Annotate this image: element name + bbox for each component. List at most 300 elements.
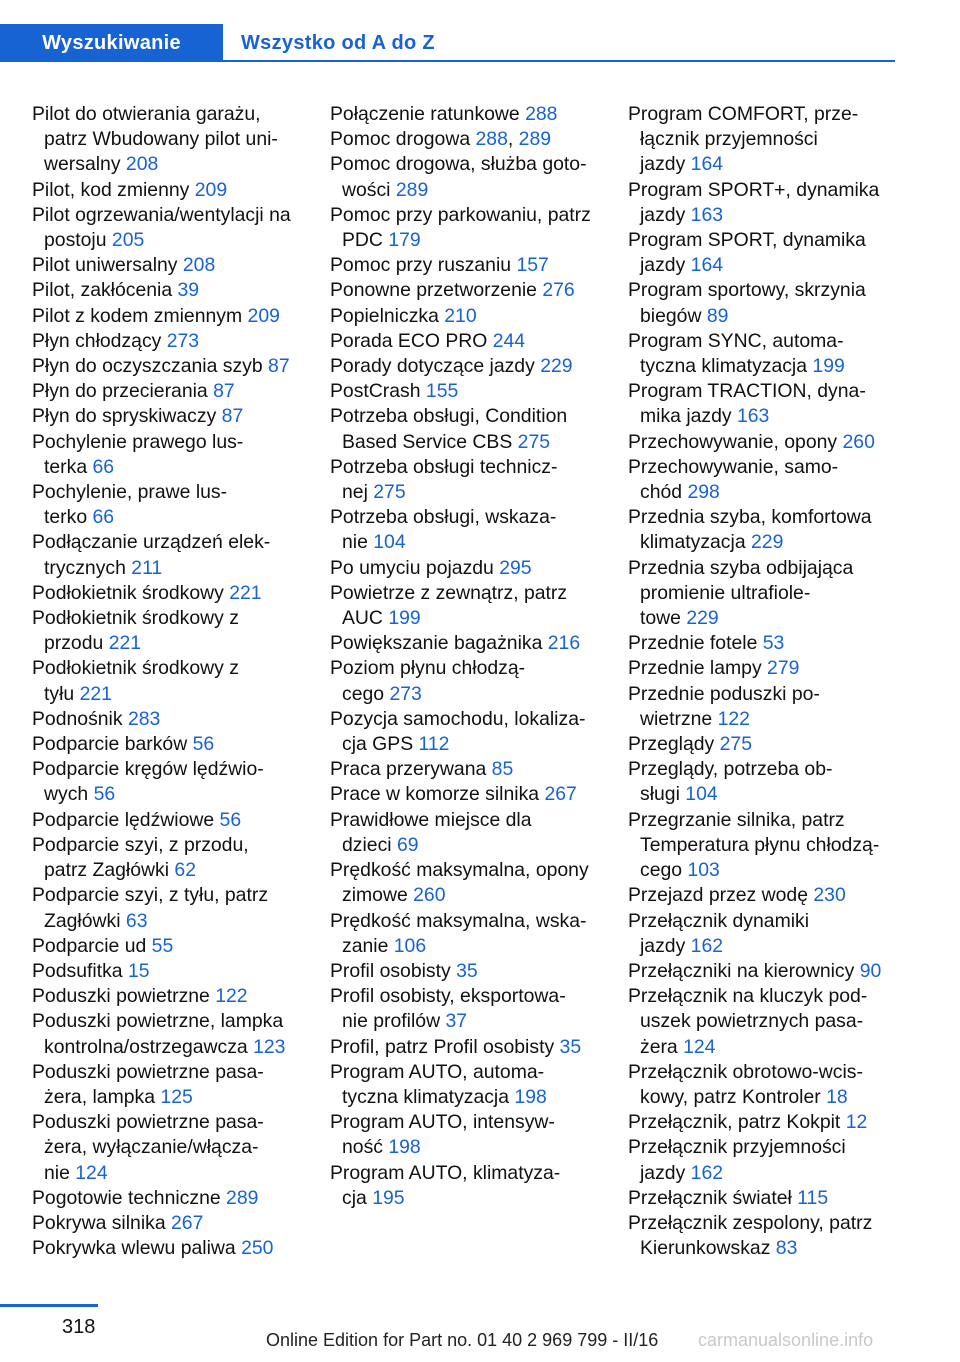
- index-entry: [330, 782, 620, 807]
- index-entry-text: tyczna klimatyzacja: [640, 355, 813, 378]
- page-link[interactable]: 210: [444, 304, 477, 327]
- index-entry-text: Program SYNC, automa-: [628, 329, 844, 352]
- index-entry-text: Po umyciu pojazdu: [330, 556, 500, 579]
- index-entry-text: trycznych: [44, 556, 132, 579]
- index-entry: [628, 1186, 918, 1211]
- index-entry: [32, 178, 322, 203]
- page-link[interactable]: 18: [826, 1085, 848, 1108]
- index-entry: [32, 707, 322, 732]
- index-entry: [32, 480, 322, 530]
- index-entry-text: Przechowywanie, samo-: [628, 455, 839, 478]
- page-link[interactable]: 115: [797, 1186, 829, 1209]
- index-entry: [330, 278, 620, 303]
- index-entry: [330, 1060, 620, 1110]
- index-entry-text: wości: [342, 178, 396, 201]
- index-entry: [628, 556, 918, 632]
- page-link[interactable]: 104: [685, 783, 718, 806]
- page-link[interactable]: 260: [842, 430, 875, 453]
- index-entry: [628, 379, 918, 429]
- index-entry-text: Przednia szyba odbijająca: [628, 556, 854, 579]
- index-entry-text: Program SPORT+, dynamika: [628, 178, 880, 201]
- page-link[interactable]: 163: [736, 405, 770, 428]
- index-entry: [32, 1110, 322, 1186]
- index-entry: [628, 959, 918, 984]
- index-entry-text: Przełącznik przyjemności: [628, 1136, 846, 1159]
- page-link[interactable]: 288: [475, 128, 508, 151]
- index-entry: [330, 808, 620, 858]
- index-entry-text: wych: [44, 783, 94, 806]
- index-entry-text: Program TRACTION, dyna-: [628, 380, 866, 403]
- index-entry: [628, 984, 918, 1060]
- index-entry: [32, 1009, 322, 1059]
- index-column-2: [330, 102, 620, 1211]
- page-link[interactable]: 122: [215, 985, 248, 1008]
- index-entry-text: Potrzeba obsługi technicz-: [330, 455, 558, 478]
- page-link[interactable]: 15: [127, 959, 150, 982]
- page-link[interactable]: 55: [151, 934, 174, 957]
- index-entry-text: Podparcie szyi, z tyłu, patrz: [32, 884, 269, 907]
- index-entry-text: Pilot do otwierania garażu,: [32, 103, 261, 125]
- index-entry-text: żera: [640, 1035, 684, 1058]
- index-entry: [628, 909, 918, 959]
- index-entry: [330, 581, 620, 631]
- index-entry-text: Przełącznik świateł: [628, 1186, 798, 1209]
- index-entry-text: Porada ECO PRO: [330, 329, 493, 352]
- page-link[interactable]: 289: [518, 128, 552, 151]
- index-entry: [330, 102, 620, 127]
- index-entry: [330, 984, 620, 1034]
- index-entry-text: Podnośnik: [32, 707, 128, 730]
- index-entry: [32, 1211, 322, 1236]
- page-link[interactable]: 221: [79, 682, 112, 705]
- index-entry-text: Powiększanie bagażnika: [330, 632, 548, 655]
- page-link[interactable]: 90: [859, 959, 882, 982]
- index-entry-text: Profil osobisty, eksportowa-: [330, 985, 566, 1008]
- footer-rule: [0, 1304, 98, 1307]
- page-link[interactable]: 289: [226, 1186, 259, 1209]
- index-entry: [32, 959, 322, 984]
- index-entry-text: nie: [342, 531, 374, 554]
- index-entry-text: Pomoc drogowa: [330, 128, 476, 151]
- page-link[interactable]: 124: [75, 1161, 108, 1184]
- index-entry-text: kowy, patrz Kontroler: [640, 1085, 827, 1108]
- index-entry: [32, 304, 322, 329]
- page-link[interactable]: 155: [425, 380, 459, 403]
- index-entry-text: Pochylenie, prawe lus-: [32, 481, 228, 504]
- index-entry-text: Porady dotyczące jazdy: [330, 355, 541, 378]
- page-link[interactable]: 83: [775, 1237, 798, 1260]
- index-entry: [330, 556, 620, 581]
- page-link[interactable]: 275: [517, 430, 551, 453]
- index-entry-text: Podparcie szyi, z przodu,: [32, 833, 249, 856]
- page-link[interactable]: 179: [388, 229, 421, 252]
- page-link[interactable]: 162: [690, 934, 724, 957]
- page-link[interactable]: 85: [491, 758, 514, 781]
- index-entry: [628, 1211, 918, 1261]
- index-entry-text: Based Service CBS: [342, 430, 518, 453]
- index-entry-text: biegów: [640, 304, 707, 327]
- page-link[interactable]: 229: [686, 607, 719, 630]
- index-entry: [628, 631, 918, 656]
- page-link[interactable]: 62: [174, 859, 196, 882]
- index-entry-text: patrz Zagłówki: [44, 859, 175, 882]
- index-entry: [32, 833, 322, 883]
- page-link[interactable]: 221: [229, 581, 262, 604]
- index-entry: [32, 1236, 322, 1261]
- page-link[interactable]: 288: [525, 103, 558, 125]
- index-entry-text: uszek powietrznych pasa-: [640, 1010, 864, 1033]
- index-entry-text: Podparcie lędźwiowe: [32, 808, 220, 831]
- index-entry-text: Przeglądy: [628, 733, 720, 756]
- index-entry: [628, 178, 918, 228]
- page-link[interactable]: 275: [373, 481, 406, 504]
- index-entry-text: Przeglądy, potrzeba ob-: [628, 758, 833, 781]
- index-entry: [628, 1135, 918, 1185]
- page-link[interactable]: 63: [125, 909, 148, 932]
- page-link[interactable]: 157: [516, 254, 549, 277]
- index-entry: [32, 379, 322, 404]
- index-entry: [628, 228, 918, 278]
- index-entry: [32, 203, 322, 253]
- page-link[interactable]: 56: [192, 733, 215, 756]
- index-entry: [330, 909, 620, 959]
- page-link[interactable]: 198: [388, 1136, 421, 1159]
- page-link[interactable]: 208: [182, 254, 216, 277]
- index-entry-text: Podłączanie urządzeń elek-: [32, 531, 271, 554]
- index-entry: [330, 1161, 620, 1211]
- index-entry-text: Profil, patrz Profil osobisty: [330, 1035, 560, 1058]
- page-link[interactable]: 56: [93, 783, 116, 806]
- index-entry: [32, 808, 322, 833]
- index-entry-text: Płyn do przecierania: [32, 380, 214, 403]
- index-entry-text: cja: [342, 1186, 373, 1209]
- index-entry-text: terko: [44, 506, 93, 529]
- index-entry-text: Przednie lampy: [628, 657, 768, 680]
- page-link[interactable]: 124: [683, 1035, 716, 1058]
- page-link[interactable]: 221: [108, 632, 142, 655]
- index-entry-text: Podparcie ud: [32, 934, 152, 957]
- index-entry-text: Pozycja samochodu, lokaliza-: [330, 707, 586, 730]
- index-entry-text: Przejazd przez wodę: [628, 884, 814, 907]
- index-entry-text: Pomoc przy parkowaniu, patrz: [330, 203, 591, 226]
- index-entry: [32, 102, 322, 178]
- index-entry-text: Przechowywanie, opony: [628, 430, 843, 453]
- index-entry: [32, 278, 322, 303]
- tab-wszystko-od-a-do-z[interactable]: Wszystko od A do Z: [241, 32, 435, 54]
- index-entry-text: zimowe: [342, 884, 414, 907]
- index-entry-text: żera, lampka: [44, 1085, 161, 1108]
- index-entry: [628, 732, 918, 757]
- page-link[interactable]: 87: [213, 380, 235, 403]
- page-link[interactable]: 275: [719, 733, 752, 756]
- page-link[interactable]: 211: [131, 556, 163, 579]
- index-entry: [330, 858, 620, 908]
- index-entry-text: PostCrash: [330, 380, 426, 403]
- index-entry-text: sługi: [640, 783, 686, 806]
- page-link[interactable]: 216: [547, 632, 581, 655]
- index-entry-text: Profil osobisty: [330, 959, 457, 982]
- index-entry-text: Pogotowie techniczne: [32, 1186, 227, 1209]
- index-entry-text: Prędkość maksymalna, wska-: [330, 909, 587, 932]
- index-entry-text: Zagłówki: [44, 909, 126, 932]
- index-entry: [628, 883, 918, 908]
- page-link[interactable]: 267: [171, 1211, 204, 1234]
- index-column-3: [628, 102, 918, 1261]
- page-link[interactable]: 66: [92, 506, 115, 529]
- page-link[interactable]: 230: [813, 884, 846, 907]
- index-entry: [628, 455, 918, 505]
- index-entry: [330, 329, 620, 354]
- index-entry-text: Poduszki powietrzne, lampka: [32, 1010, 284, 1033]
- index-entry-text: Temperatura płynu chłodzą-: [640, 833, 880, 856]
- index-entry: [330, 631, 620, 656]
- index-entry-text: Poduszki powietrzne pasa-: [32, 1060, 264, 1083]
- page-link[interactable]: 87: [268, 355, 290, 378]
- index-entry-text: postoju: [44, 229, 112, 252]
- index-entry-text: Poduszki powietrzne pasa-: [32, 1111, 264, 1134]
- index-entry-text: Popielniczka: [330, 304, 445, 327]
- page-link[interactable]: 122: [717, 707, 750, 730]
- index-entry: [330, 152, 620, 202]
- index-entry: [628, 1060, 918, 1110]
- page-link[interactable]: 106: [393, 934, 427, 957]
- index-entry: [330, 354, 620, 379]
- index-entry-text: chód: [640, 481, 688, 504]
- index-entry: [32, 883, 322, 933]
- page-link[interactable]: 87: [221, 405, 244, 428]
- index-entry-text: Pilot, kod zmienny: [32, 178, 195, 201]
- index-column-1: [32, 102, 322, 1261]
- page-link[interactable]: 195: [372, 1186, 405, 1209]
- index-entry-text: tyczna klimatyzacja: [342, 1085, 515, 1108]
- page-number: 318: [62, 1316, 96, 1338]
- header-tabs: [0, 24, 895, 62]
- index-entry-text: Powietrze z zewnątrz, patrz: [330, 581, 568, 604]
- index-entry: [628, 430, 918, 455]
- page-link[interactable]: 123: [253, 1035, 286, 1058]
- index-entry-text: żera, wyłączanie/włącza-: [44, 1136, 259, 1159]
- index-entry: [32, 732, 322, 757]
- page-link[interactable]: 39: [177, 279, 200, 302]
- index-entry-text: Pilot uniwersalny: [32, 254, 183, 277]
- page-link[interactable]: 56: [219, 808, 242, 831]
- index-entry-text: nie: [44, 1161, 76, 1184]
- index-entry-text: Przełącznik dynamiki: [628, 909, 810, 932]
- page-link[interactable]: 53: [762, 632, 785, 655]
- index-entry-text: towe: [640, 607, 687, 630]
- index-entry-text: PDC: [342, 229, 389, 252]
- index-entry-text: Program sportowy, skrzynia: [628, 279, 866, 302]
- index-entry-text: Połączenie ratunkowe: [330, 103, 526, 125]
- index-entry: [628, 505, 918, 555]
- page-link[interactable]: 162: [690, 1161, 724, 1184]
- page-link[interactable]: 199: [812, 355, 845, 378]
- index-entry-text: Pochylenie prawego lus-: [32, 430, 244, 453]
- index-entry-text: Pilot ogrzewania/wentylacji na: [32, 203, 291, 226]
- page-link[interactable]: 209: [247, 304, 280, 327]
- edition-text: Online Edition for Part no. 01 40 2 969 799 - II/16: [266, 1330, 659, 1350]
- page-link[interactable]: 229: [540, 355, 573, 378]
- index-entry-text: klimatyzacja: [640, 531, 751, 554]
- index-entry: [32, 934, 322, 959]
- index-entry-text: Przegrzanie silnika, patrz: [628, 808, 845, 831]
- index-entry: [32, 606, 322, 656]
- index-entry: [32, 656, 322, 706]
- index-entry-text: ność: [342, 1136, 389, 1159]
- page-link[interactable]: 289: [395, 178, 429, 201]
- index-entry-text: patrz Wbudowany pilot uni-: [44, 128, 278, 151]
- index-entry: [330, 455, 620, 505]
- page-link[interactable]: 199: [388, 607, 421, 630]
- index-entry-text: przodu: [44, 632, 109, 655]
- index-entry-text: Podparcie barków: [32, 733, 193, 756]
- index-entry-text: Program COMFORT, prze-: [628, 103, 859, 125]
- index-entry-text: Pilot z kodem zmiennym: [32, 304, 248, 327]
- index-entry: [628, 808, 918, 884]
- index-entry-text: Pokrywka wlewu paliwa: [32, 1237, 242, 1260]
- index-entry-text: Poziom płynu chłodzą-: [330, 657, 526, 680]
- index-entry: [330, 757, 620, 782]
- page-link[interactable]: 164: [690, 153, 724, 176]
- index-entry-text: Prędkość maksymalna, opony: [330, 859, 589, 882]
- page-link[interactable]: 103: [687, 859, 720, 882]
- index-entry-text: wietrzne: [640, 707, 718, 730]
- index-entry: [330, 203, 620, 253]
- page-link[interactable]: 298: [687, 481, 720, 504]
- index-entry: [32, 1186, 322, 1211]
- index-entry-text: Pilot, zakłócenia: [32, 279, 178, 302]
- page-link[interactable]: 198: [514, 1085, 547, 1108]
- page-link[interactable]: 260: [413, 884, 446, 907]
- index-entry: [330, 707, 620, 757]
- index-entry: Pomoc drogowa 288, 289: [330, 128, 552, 151]
- index-entry: [330, 656, 620, 706]
- index-entry-text: zanie: [342, 934, 394, 957]
- page-link[interactable]: 163: [690, 203, 724, 226]
- header-rule: [223, 60, 895, 62]
- index-entry: [32, 430, 322, 480]
- page-link[interactable]: 112: [418, 733, 450, 756]
- index-entry-text: Pokrywa silnika: [32, 1211, 172, 1234]
- page-link[interactable]: 209: [194, 178, 228, 201]
- index-entry-text: Program AUTO, automa-: [330, 1060, 545, 1083]
- index-entry-text: dzieci: [342, 833, 397, 856]
- index-entry-text: Przełącznik na kluczyk pod-: [628, 985, 868, 1008]
- index-entry: [330, 304, 620, 329]
- index-entry: [628, 329, 918, 379]
- index-entry-text: Przełączniki na kierownicy: [628, 959, 860, 982]
- index-entry: [628, 1110, 918, 1135]
- page-link[interactable]: 205: [111, 229, 145, 252]
- page-link[interactable]: 295: [499, 556, 532, 579]
- index-entry-text: Podłokietnik środkowy: [32, 581, 230, 604]
- index-entry-text: cego: [342, 682, 390, 705]
- page-link[interactable]: 35: [559, 1035, 582, 1058]
- page-link[interactable]: 273: [166, 329, 200, 352]
- index-entry: [32, 1060, 322, 1110]
- index-entry-text: Kierunkowskaz: [640, 1237, 776, 1260]
- index-entry-text: Płyn do oczyszczania szyb: [32, 355, 269, 378]
- index-entry-text: Przednie poduszki po-: [628, 682, 820, 705]
- page-link[interactable]: 250: [241, 1237, 274, 1260]
- index-entry-text: Podsufitka: [32, 959, 128, 982]
- page-link[interactable]: 267: [544, 783, 577, 806]
- page-link[interactable]: 244: [492, 329, 526, 352]
- page-link[interactable]: 273: [389, 682, 422, 705]
- index-entry: [32, 984, 322, 1009]
- page-link[interactable]: 104: [373, 531, 406, 554]
- index-entry-text: Przełącznik, patrz Kokpit: [628, 1111, 846, 1134]
- index-entry-text: Praca przerywana: [330, 758, 492, 781]
- index-entry-text: Przednie fotele: [628, 632, 763, 655]
- index-entry-text: łącznik przyjemności: [640, 128, 818, 151]
- index-entry-text: Podparcie kręgów lędźwio-: [32, 758, 264, 781]
- index-entry-text: cego: [640, 859, 688, 882]
- index-entry: [32, 404, 322, 429]
- index-entry: [32, 253, 322, 278]
- index-entry-text: tyłu: [44, 682, 80, 705]
- index-entry-text: Prawidłowe miejsce dla: [330, 808, 532, 831]
- index-entry-text: jazdy: [640, 153, 691, 176]
- index-entry: [330, 505, 620, 555]
- index-entry-text: Potrzeba obsługi, Condition: [330, 405, 568, 428]
- index-entry: [628, 757, 918, 807]
- index-entry-text: Podłokietnik środkowy z: [32, 607, 239, 630]
- page-link[interactable]: 66: [92, 455, 115, 478]
- index-entry-text: AUC: [342, 607, 389, 630]
- page-link[interactable]: 35: [456, 959, 478, 982]
- tab-wyszukiwanie[interactable]: Wyszukiwanie: [0, 24, 223, 62]
- index-entry-text: terka: [44, 455, 93, 478]
- index-entry-text: Przednia szyba, komfortowa: [628, 506, 872, 529]
- page-link[interactable]: 125: [160, 1085, 193, 1108]
- page-link[interactable]: 276: [542, 279, 575, 302]
- index-entry-text: jazdy: [640, 203, 691, 226]
- index-entry: [330, 404, 620, 454]
- watermark: carmanualsonline.info: [698, 1330, 874, 1350]
- index-entry-text: Potrzeba obsługi, wskaza-: [330, 506, 557, 529]
- index-entry: [330, 1035, 620, 1060]
- index-entry-text: Płyn chłodzący: [32, 329, 167, 352]
- page-link[interactable]: 279: [767, 657, 800, 680]
- index-entry-text: kontrolna/ostrzegawcza: [44, 1035, 254, 1058]
- index-entry: [32, 354, 322, 379]
- index-entry-text: jazdy: [640, 934, 691, 957]
- index-entry-text: Pomoc drogowa, służba goto-: [330, 153, 587, 176]
- index-entry-text: Pomoc przy ruszaniu: [330, 254, 517, 277]
- index-entry: [330, 253, 620, 278]
- page-link[interactable]: 164: [690, 254, 724, 277]
- index-entry-text: Poduszki powietrzne: [32, 985, 216, 1008]
- page-link[interactable]: 69: [396, 833, 419, 856]
- page-link[interactable]: 37: [445, 1010, 468, 1033]
- page-link[interactable]: 208: [125, 153, 159, 176]
- index-entry-text: Przełącznik zespolony, patrz: [628, 1211, 873, 1234]
- page-link[interactable]: 12: [845, 1111, 868, 1134]
- page-link[interactable]: 229: [751, 531, 784, 554]
- index-entry: [330, 1110, 620, 1160]
- index-entry: [628, 656, 918, 681]
- page-link[interactable]: 89: [706, 304, 729, 327]
- index-entry-text: Program SPORT, dynamika: [628, 229, 866, 252]
- page-link[interactable]: 283: [127, 707, 161, 730]
- index-entry-text: Podłokietnik środkowy z: [32, 657, 239, 680]
- index-entry-text: cja GPS: [342, 733, 419, 756]
- index-entry-text: jazdy: [640, 1161, 691, 1184]
- index-entry: [32, 329, 322, 354]
- index-entry-text: wersalny: [44, 153, 126, 176]
- index-entry-text: jazdy: [640, 254, 691, 277]
